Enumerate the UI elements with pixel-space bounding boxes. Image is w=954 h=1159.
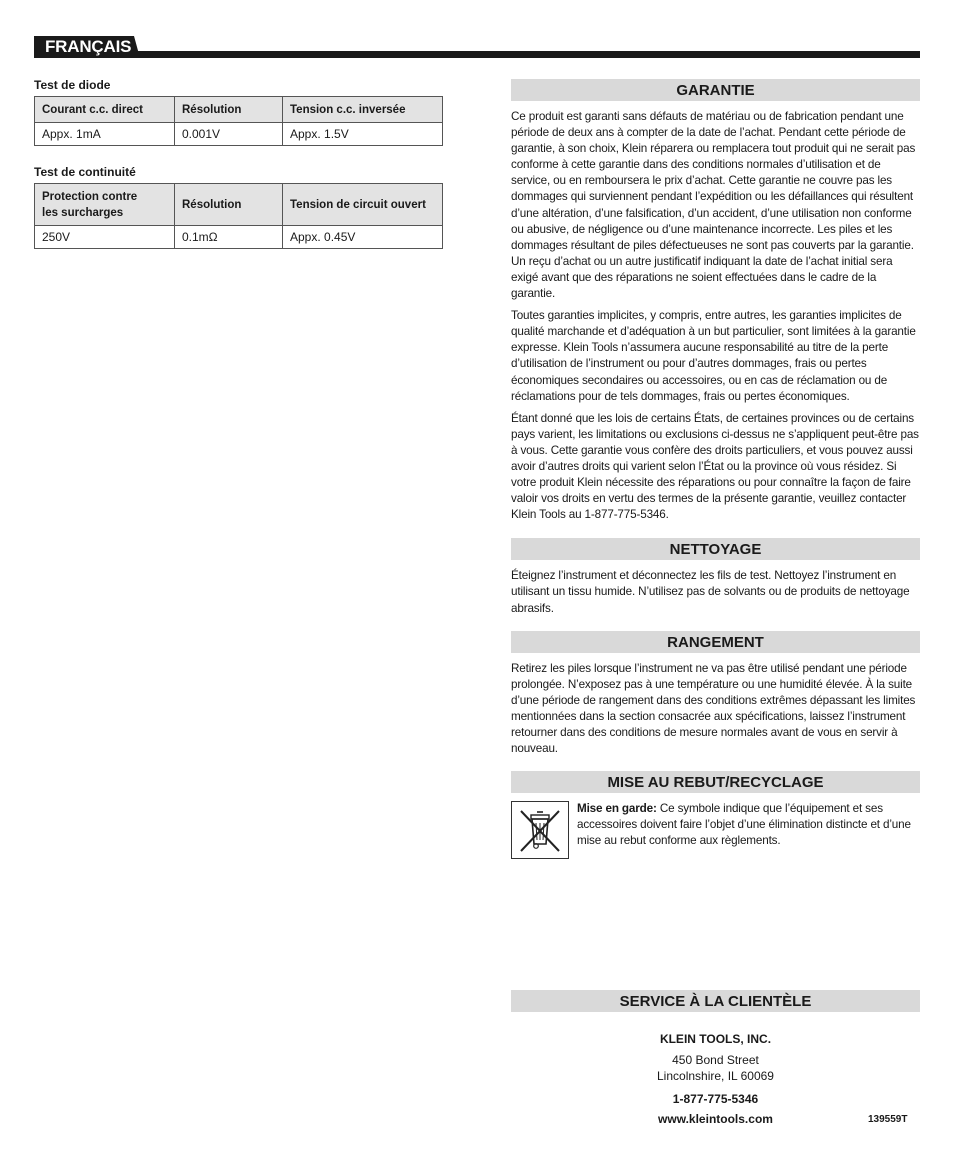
diode-header-current: Courant c.c. direct (35, 97, 175, 123)
garantie-paragraph-3: Étant donné que les lois de certains États, de certaines provinces ou de certains pays varient, les limitations ou exclusions ci-dessus ne s’appliquent peut-être pas à vous. Cette garantie vous confère des droits particuliers, et vous pouvez aussi avoir d’autres droits qui varient selon l’État ou la province où vous résidez. Si votre produit Klein nécessite des réparations ou pour connaître la façon de faire valoir vos droits en vertu des termes de la présente garantie, veuillez contacter Klein Tools au 1-877-775-5346. (511, 411, 919, 522)
diode-cell-voltage: Appx. 1.5V (283, 123, 443, 146)
city-address: Lincolnshire, IL 60069 (657, 1069, 774, 1083)
company-name: KLEIN TOOLS, INC. (659, 1032, 772, 1046)
header-rule (34, 51, 920, 58)
protection-line-2: les surcharges (42, 206, 124, 219)
garantie-paragraph-1: Ce produit est garanti sans défauts de matériau ou de fabrication pendant une période de deux ans à compter de la date de l’achat. Pendant cette période de garantie, à son choix, Klein réparera ou remplacera tout produit qui ne serait pas conforme à cette garantie dans des conditions normales d’utilisation et de service, ou en remboursera le prix d’achat. Cette garantie ne couvre pas les dommages qui surviennent pendant l’expédition ou les défaillances qui résultent d’une altération, d’une falsification, d’un accident, d’une utilisation non conforme ou abusive, de négligence ou d’une maintenance incorrecte. Les piles et les dommages résultant de piles défectueuses ne sont pas couverts par la garantie. Un reçu d’achat ou un autre justificatif indiquant la date de l’achat initial sera exigé avant que des réparations ne soient effectuées dans le cadre de la garantie. (511, 110, 916, 301)
garantie-heading: GARANTIE (511, 79, 920, 101)
diode-header-voltage: Tension c.c. inversée (283, 97, 443, 123)
recyclage-body (511, 793, 920, 859)
table-row (35, 226, 443, 249)
continuity-title: Test de continuité (34, 165, 136, 179)
continuity-cell-protection: 250V (35, 226, 175, 249)
continuity-header-voltage: Tension de circuit ouvert (283, 184, 443, 226)
continuity-header-protection (35, 184, 175, 226)
right-column (511, 79, 920, 859)
nettoyage-paragraph: Éteignez l’instrument et déconnectez les fils de test. Nettoyez l’instrument en utilisant un tissu humide. N’utilisez pas de solvants ou de produits de nettoyage abrasifs. (511, 569, 910, 615)
document-code: 139559T (868, 1114, 908, 1125)
rangement-paragraph: Retirez les piles lorsque l’instrument ne va pas être utilisé pendant une période prolongée. N’exposez pas à une température ou une humidité élevée. À la suite d’une période de rangement dans des conditions extrêmes dépassant les limites mentionnées dans la section consacrée aux spécifications, laissez l’instrument retourner dans des conditions de mesure normales avant de vous en servir à nouveau. (511, 661, 916, 756)
diode-cell-resolution: 0.001V (175, 123, 283, 146)
recyclage-paragraph (577, 801, 920, 849)
garantie-paragraph-2: Toutes garanties implicites, y compris, entre autres, les garanties implicites de qualité marchande et d’adéquation à un but particulier, sont limitées à la garantie expresse. Klein Tools n’assumera aucune responsabilité au titre de la perte d’utilisation de l’instrument ou pour d’autres dommages, frais ou pertes économiques secondaires ou accessoires, ou en cas de réclamation ou de réclamations pour de tels dommages, frais ou pertes économiques. (511, 309, 916, 403)
warning-label: Mise en garde: (577, 802, 657, 816)
continuity-table (34, 183, 443, 249)
nettoyage-heading: NETTOYAGE (511, 538, 920, 560)
diode-title: Test de diode (34, 78, 111, 92)
rangement-heading: RANGEMENT (511, 631, 920, 653)
diode-table (34, 96, 443, 146)
crossed-out-bin-icon (511, 801, 569, 859)
continuity-cell-voltage: Appx. 0.45V (283, 226, 443, 249)
recyclage-text: Ce symbole indique que l’équipement et ses accessoires doivent faire l’objet d’une élimination distincte et d’une mise au rebut conforme aux règlements. (577, 802, 911, 848)
diode-header-resolution: Résolution (175, 97, 283, 123)
continuity-header-resolution: Résolution (175, 184, 283, 226)
protection-line-1: Protection contre (42, 190, 138, 203)
website-link[interactable]: www.kleintools.com (658, 1112, 773, 1126)
recyclage-heading: MISE AU REBUT/RECYCLAGE (511, 771, 920, 793)
table-row (35, 123, 443, 146)
diode-cell-current: Appx. 1mA (35, 123, 175, 146)
spec-tables (34, 78, 443, 249)
language-tab: FRANÇAIS (34, 36, 134, 58)
customer-service (511, 990, 920, 1127)
continuity-cell-resolution: 0.1mΩ (175, 226, 283, 249)
phone-number: 1-877-775-5346 (672, 1092, 759, 1106)
service-heading: SERVICE À LA CLIENTÈLE (511, 990, 920, 1012)
street-address: 450 Bond Street (672, 1053, 759, 1067)
